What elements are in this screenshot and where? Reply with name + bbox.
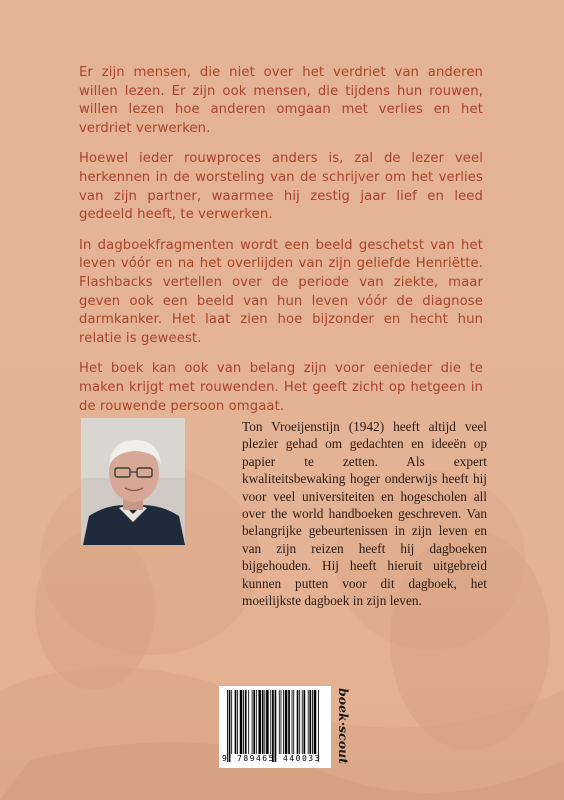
- barcode-bar: [270, 690, 271, 754]
- barcode-bar: [243, 690, 244, 754]
- barcode-bar: [304, 690, 306, 754]
- barcode-bar: [312, 690, 313, 754]
- isbn-group-1: 789465: [237, 754, 275, 763]
- publisher-logo-text: boek·scout: [336, 688, 351, 764]
- blurb-paragraph-2: Hoewel ieder rouwproces anders is, zal de lezer veel herkennen in de worsteling van de schrijver om het verlies van zijn partner, waarmee hij zestig jaar lief en leed gedeeld heeft, te verwerken.: [79, 151, 483, 223]
- barcode-bar: [262, 690, 264, 754]
- blurb-paragraph-1: Er zijn mensen, die niet over het verdriet van anderen willen lezen. Er zijn ook mensen, die tijdens hun rouwen, willen lezen hoe anderen omgaan met verlies en het verdriet verwerken.: [79, 65, 483, 136]
- barcode-bar: [240, 690, 243, 754]
- barcode-bar: [266, 690, 269, 754]
- barcode-bar: [318, 690, 319, 762]
- barcode-bar: [293, 690, 294, 754]
- barcode-bar: [237, 690, 238, 754]
- author-bio: Ton Vroeijenstijn (1942) heeft altijd veel plezier gehad om gedachten en ideeën op papier te zetten. Als expert kwaliteitsbewaking hoger onderwijs heeft hij voor veel universiteiten en hogescholen all over the world handboeken geschreven. Van belangrijke gebeurtenissen in zijn leven en van zijn reizen heeft hij dagboeken bijgehouden. Hij heeft hieruit uitgebreid kunnen putten voor dit dagboek, het moeilijkste dagboek in zijn leven.: [242, 419, 487, 609]
- barcode-bar: [283, 690, 284, 754]
- isbn-first-digit: 9: [222, 754, 227, 763]
- barcode-bar: [285, 690, 288, 754]
- barcode-bar: [297, 690, 299, 754]
- barcode-bar: [231, 690, 232, 754]
- barcode-bar: [292, 690, 293, 754]
- barcode-bar: [272, 690, 274, 762]
- barcode-bar: [245, 690, 247, 754]
- barcode-bar: [275, 690, 277, 762]
- barcode-bar: [258, 690, 261, 754]
- barcode-bar: [253, 690, 255, 754]
- barcode-bar: [256, 690, 257, 754]
- blurb-paragraph-3: In dagboekfragmenten wordt een beeld geschetst van het leven vóór en na het overlijden van zijn geliefde Henriëtte. Flashbacks vertellen over de periode van ziekte, maar geven ook een beeld van hun leven vóór de diagnose darmkanker. Het laat zien hoe bijzonder en hecht hun relatie is geweest.: [79, 237, 483, 346]
- barcode-bar: [235, 690, 237, 754]
- barcode-bar: [279, 690, 280, 754]
- barcode-bar: [288, 690, 290, 754]
- barcode-bar: [248, 690, 249, 754]
- back-cover-blurb: [79, 64, 483, 428]
- barcode-bar: [227, 690, 228, 762]
- barcode-bar: [252, 690, 253, 754]
- barcode-bar: [302, 690, 303, 754]
- isbn-group-2: 440033: [283, 754, 321, 763]
- author-photo: [81, 418, 185, 545]
- barcode-bar: [229, 690, 231, 762]
- barcode-bar: [308, 690, 309, 754]
- blurb-paragraph-4: Het boek kan ook van belang zijn voor eenieder die te maken krijgt met rouwenden. Het geeft zicht op hetgeen in de rouwende persoon omgaat.: [79, 361, 483, 414]
- publisher-logo: [332, 686, 354, 768]
- barcode-bar: [314, 690, 317, 754]
- barcode-bar: [299, 690, 300, 754]
- barcode-bar: [281, 690, 282, 754]
- barcode-bar: [264, 690, 265, 754]
- barcode-bar: [309, 690, 311, 754]
